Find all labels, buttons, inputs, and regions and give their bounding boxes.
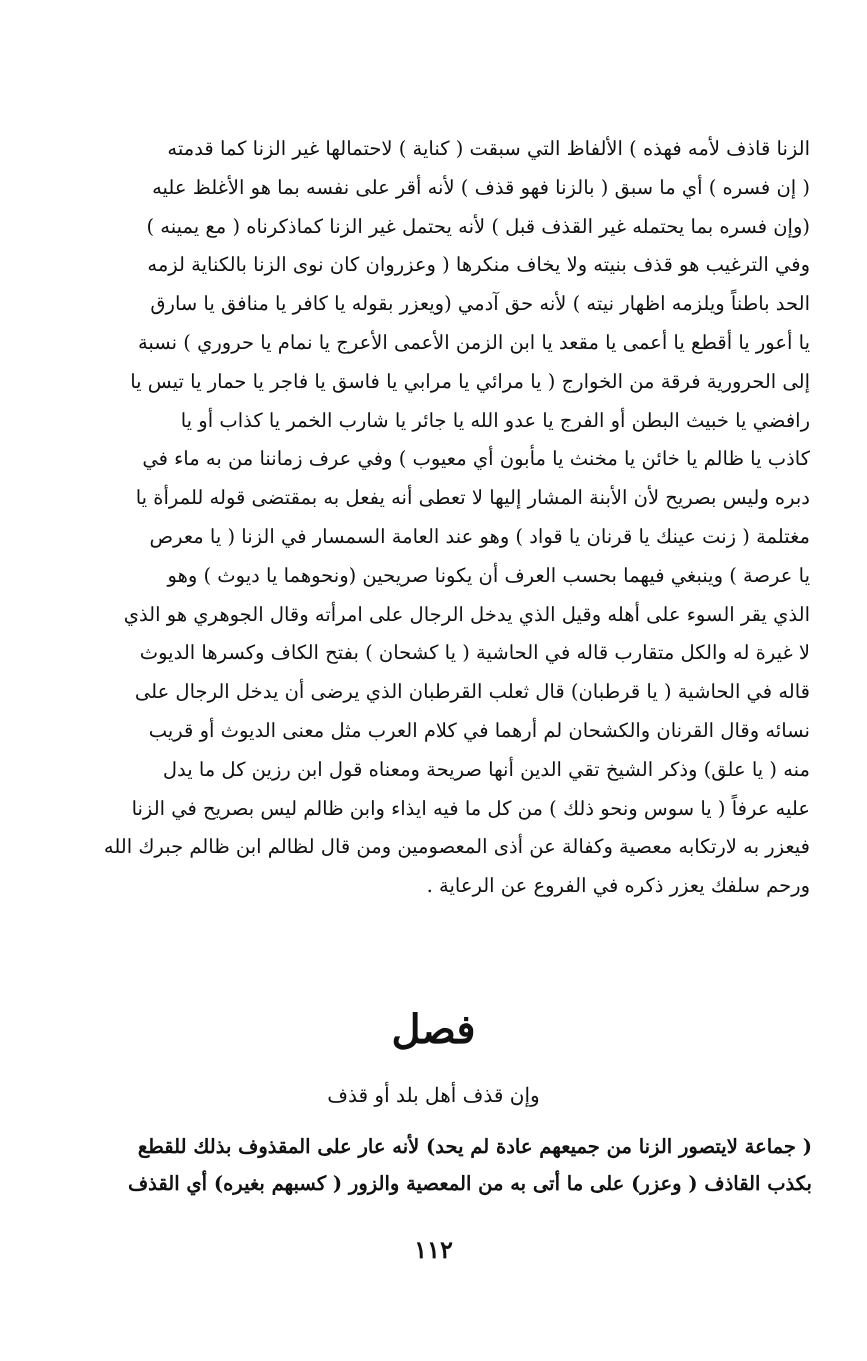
text-line: الزنا قاذف لأمه فهذه ) الألفاظ التي سبقت ( كناية ) لاحتمالها غير الزنا كما قدمته: [167, 137, 810, 160]
text-line: لا غيرة له والكل متقارب قاله في الحاشية ( يا كشحان ) بفتح الكاف وكسرها الديوث: [139, 641, 810, 665]
text-line: ورحم سلفك يعزر ذكره في الفروع عن الرعاية .: [426, 874, 810, 898]
text-line: دبره وليس بصريح لأن الأبنة المشار إليها لا تعطى أنه يفعل به بمقتضى قوله للمرأة يا: [135, 486, 810, 510]
text-line: يا أعور يا أقطع يا أعمى يا مقعد يا ابن الزمن الأعمى الأعرج يا نمام يا حروري ) نسبة: [137, 330, 810, 354]
section-subtitle: وإن قذف أهل بلد أو قذف: [327, 1083, 540, 1107]
text-line: الحد باطناً ويلزمه اظهار نيته ) لأنه حق آدمي (ويعزر بقوله يا كافر يا منافق يا سارق: [150, 292, 810, 316]
text-line: رافضي يا خبيث البطن أو الفرج يا عدو الله يا جائر يا شارب الخمر يا كذاب أو يا: [180, 408, 810, 432]
text-line: الذي يقر السوء على أهله وقيل الذي يدخل الرجال على امرأته وقال الجوهري هو الذي: [123, 602, 810, 626]
text-line: عليه عرفاً ( يا سوس ونحو ذلك ) من كل ما فيه ايذاء وابن ظالم ليس بصريح في الزنا: [131, 796, 810, 820]
text-line: ( إن فسره ) أي ما سبق ( بالزنا فهو قذف ) لأنه أقر على نفسه بما هو الأغلظ عليه: [152, 175, 810, 199]
text-line: وفي الترغيب هو قذف بنيته ولا يخاف منكرها ( وعزروان كان نوى الزنا بالكناية لزمه: [147, 253, 810, 277]
page-number: ١١٢: [414, 1235, 453, 1264]
text-line: منه ( يا علق) وذكر الشيخ تقي الدين أنها صريحة ومعناه قول ابن رزين كل ما يدل: [162, 757, 810, 781]
text-line: فيعزر به لارتكابه معصية وكفالة عن أذى المعصومين ومن قال لظالم ابن ظالم جبرك الله: [103, 835, 810, 859]
text-line: إلى الحرورية فرقة من الخوارج ( يا مرائي يا مرابي يا فاسق يا فاجر يا حمار يا تيس يا: [130, 369, 810, 393]
section-heading: فصل: [391, 1006, 476, 1053]
text-line: نسائه وقال القرنان والكشحان لم أرهما في كلام العرب مثل معنى الديوث أو قريب: [148, 718, 810, 742]
text-line: ( جماعة لايتصور الزنا من جميعهم عادة لم يحد) لأنه عار على المقذوف بذلك للقطع: [137, 1135, 812, 1158]
text-line: (وإن فسره بما يحتمله غير القذف قبل ) لأنه يحتمل غير الزنا كماذكرناه ( مع يمينه ): [146, 214, 810, 238]
text-line: مغتلمة ( زنت عينك يا قرنان يا قواد ) وهو عند العامة السمسار في الزنا ( يا معرص: [149, 524, 810, 548]
text-line: قاله في الحاشية ( يا قرطبان) قال ثعلب القرطبان الذي يرضى أن يدخل الرجال على: [134, 680, 810, 704]
section-text: [50, 1128, 812, 1202]
text-line: يا عرصة ) وينبغي فيهما بحسب العرف أن يكونا صريحين (ونحوهما يا ديوث ) وهو: [167, 563, 810, 587]
text-line: بكذب القاذف ( وعزر) على ما أتى به من المعصية والزور ( كسبهم بغيره) أي القذف: [127, 1172, 812, 1195]
text-line: كاذب يا ظالم يا خائن يا مخنث يا مأبون أي معيوب ) وفي عرف زماننا من به ماء في: [142, 447, 810, 471]
body-text: [58, 130, 810, 906]
